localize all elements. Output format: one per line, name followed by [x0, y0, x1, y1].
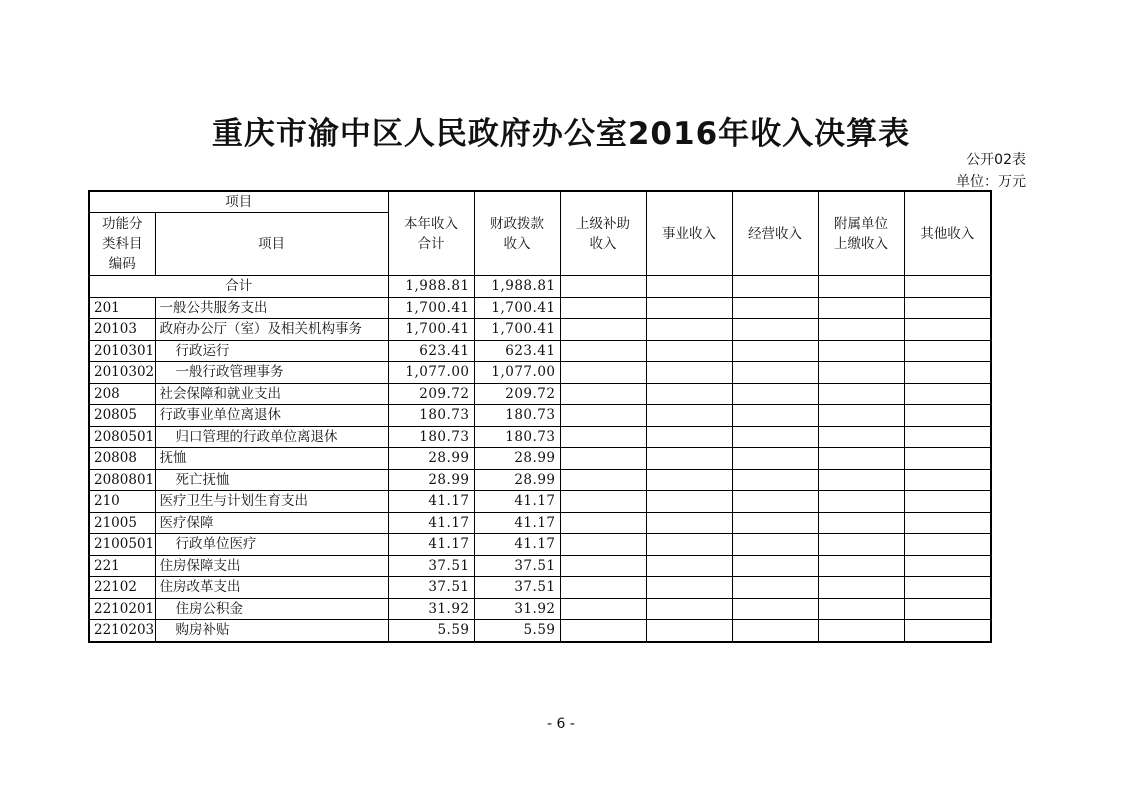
row-name: 购房补贴	[155, 620, 388, 642]
header-superior-line2: 收入	[589, 235, 617, 252]
table-row	[89, 383, 991, 405]
empty-cell	[646, 620, 732, 642]
empty-cell	[646, 598, 732, 620]
empty-cell	[646, 512, 732, 534]
empty-cell	[904, 405, 991, 427]
empty-cell	[818, 319, 904, 341]
table-row	[89, 362, 991, 384]
table-row	[89, 577, 991, 599]
empty-cell	[818, 297, 904, 319]
empty-cell	[732, 469, 818, 491]
row-code: 2080501	[89, 426, 155, 448]
row-total: 5.59	[388, 620, 474, 642]
row-code: 201	[89, 297, 155, 319]
empty-cell	[560, 620, 646, 642]
empty-cell	[646, 491, 732, 513]
row-total: 623.41	[388, 340, 474, 362]
empty-cell	[818, 405, 904, 427]
empty-cell	[646, 362, 732, 384]
empty-cell	[646, 319, 732, 341]
row-total: 37.51	[388, 555, 474, 577]
header-other: 其他收入	[904, 191, 991, 276]
total-row	[89, 276, 991, 298]
empty-cell	[904, 340, 991, 362]
empty-cell	[732, 491, 818, 513]
total-row-total: 1,988.81	[388, 276, 474, 298]
row-name: 一般行政管理事务	[155, 362, 388, 384]
row-code: 2210203	[89, 620, 155, 642]
table-row	[89, 340, 991, 362]
row-code: 2100501	[89, 534, 155, 556]
row-fiscal: 180.73	[474, 405, 560, 427]
empty-cell	[732, 534, 818, 556]
empty-cell	[560, 276, 646, 298]
row-fiscal: 209.72	[474, 383, 560, 405]
row-code: 20808	[89, 448, 155, 470]
empty-cell	[732, 448, 818, 470]
table-row	[89, 448, 991, 470]
empty-cell	[646, 448, 732, 470]
empty-cell	[732, 276, 818, 298]
empty-cell	[904, 276, 991, 298]
page-title: 重庆市渝中区人民政府办公室2016年收入决算表	[211, 116, 911, 152]
header-affiliate	[818, 191, 904, 276]
header-superior-line1: 上级补助	[576, 215, 630, 232]
table-row	[89, 534, 991, 556]
row-name: 住房保障支出	[155, 555, 388, 577]
empty-cell	[560, 340, 646, 362]
total-row-fiscal: 1,988.81	[474, 276, 560, 298]
table-row	[89, 620, 991, 642]
row-fiscal: 1,700.41	[474, 319, 560, 341]
empty-cell	[732, 555, 818, 577]
empty-cell	[818, 469, 904, 491]
empty-cell	[560, 469, 646, 491]
row-fiscal: 5.59	[474, 620, 560, 642]
empty-cell	[818, 448, 904, 470]
row-code: 2080801	[89, 469, 155, 491]
empty-cell	[818, 598, 904, 620]
row-name: 抚恤	[155, 448, 388, 470]
row-total: 37.51	[388, 577, 474, 599]
row-name: 医疗保障	[155, 512, 388, 534]
empty-cell	[818, 491, 904, 513]
header-superior	[560, 191, 646, 276]
empty-cell	[904, 362, 991, 384]
empty-cell	[818, 362, 904, 384]
header-fiscal-line1: 财政拨款	[490, 215, 544, 232]
empty-cell	[818, 620, 904, 642]
row-name: 行政运行	[155, 340, 388, 362]
empty-cell	[904, 534, 991, 556]
row-total: 41.17	[388, 491, 474, 513]
table-row	[89, 426, 991, 448]
empty-cell	[646, 426, 732, 448]
header-code-line1: 功能分	[102, 216, 143, 232]
empty-cell	[732, 620, 818, 642]
row-fiscal: 37.51	[474, 555, 560, 577]
empty-cell	[904, 598, 991, 620]
row-total: 180.73	[388, 426, 474, 448]
empty-cell	[904, 319, 991, 341]
table-row	[89, 555, 991, 577]
row-name: 行政单位医疗	[155, 534, 388, 556]
empty-cell	[646, 405, 732, 427]
row-fiscal: 31.92	[474, 598, 560, 620]
empty-cell	[560, 555, 646, 577]
row-fiscal: 41.17	[474, 491, 560, 513]
row-total: 41.17	[388, 512, 474, 534]
empty-cell	[560, 491, 646, 513]
empty-cell	[646, 276, 732, 298]
table-row	[89, 405, 991, 427]
empty-cell	[904, 469, 991, 491]
row-fiscal: 1,700.41	[474, 297, 560, 319]
header-operation: 经营收入	[732, 191, 818, 276]
empty-cell	[560, 297, 646, 319]
table-row	[89, 512, 991, 534]
row-total: 28.99	[388, 469, 474, 491]
row-code: 22102	[89, 577, 155, 599]
row-code: 210	[89, 491, 155, 513]
empty-cell	[560, 362, 646, 384]
empty-cell	[818, 426, 904, 448]
row-fiscal: 28.99	[474, 448, 560, 470]
row-code: 2010302	[89, 362, 155, 384]
income-settlement-table	[88, 190, 992, 643]
empty-cell	[732, 512, 818, 534]
row-total: 1,700.41	[388, 297, 474, 319]
header-total-line2: 合计	[417, 235, 445, 252]
header-name: 项目	[155, 213, 388, 276]
empty-cell	[646, 577, 732, 599]
empty-cell	[904, 555, 991, 577]
empty-cell	[560, 319, 646, 341]
row-total: 41.17	[388, 534, 474, 556]
unit-label: 单位：万元	[956, 174, 1026, 190]
header-code-line3: 编码	[108, 256, 136, 272]
row-code: 2210201	[89, 598, 155, 620]
empty-cell	[904, 448, 991, 470]
row-name: 社会保障和就业支出	[155, 383, 388, 405]
empty-cell	[646, 340, 732, 362]
empty-cell	[732, 362, 818, 384]
row-code: 21005	[89, 512, 155, 534]
row-name: 政府办公厅（室）及相关机构事务	[155, 319, 388, 341]
empty-cell	[818, 577, 904, 599]
empty-cell	[560, 598, 646, 620]
row-name: 住房改革支出	[155, 577, 388, 599]
empty-cell	[560, 426, 646, 448]
empty-cell	[560, 534, 646, 556]
empty-cell	[560, 405, 646, 427]
row-name: 死亡抚恤	[155, 469, 388, 491]
header-total	[388, 191, 474, 276]
empty-cell	[560, 383, 646, 405]
table-row	[89, 319, 991, 341]
empty-cell	[646, 297, 732, 319]
form-number: 公开02表	[966, 152, 1026, 168]
empty-cell	[646, 469, 732, 491]
header-total-line1: 本年收入	[404, 215, 458, 232]
header-affiliate-line1: 附属单位	[834, 215, 888, 232]
header-item-group: 项目	[89, 191, 388, 213]
empty-cell	[732, 340, 818, 362]
row-total: 209.72	[388, 383, 474, 405]
table-row	[89, 297, 991, 319]
row-code: 208	[89, 383, 155, 405]
row-total: 31.92	[388, 598, 474, 620]
empty-cell	[732, 598, 818, 620]
row-name: 归口管理的行政单位离退休	[155, 426, 388, 448]
header-fiscal	[474, 191, 560, 276]
empty-cell	[818, 534, 904, 556]
row-total: 28.99	[388, 448, 474, 470]
empty-cell	[732, 426, 818, 448]
empty-cell	[904, 620, 991, 642]
empty-cell	[646, 534, 732, 556]
empty-cell	[560, 577, 646, 599]
header-business: 事业收入	[646, 191, 732, 276]
empty-cell	[732, 405, 818, 427]
row-total: 180.73	[388, 405, 474, 427]
row-name: 行政事业单位离退休	[155, 405, 388, 427]
empty-cell	[904, 426, 991, 448]
empty-cell	[732, 319, 818, 341]
header-code	[89, 213, 155, 276]
empty-cell	[818, 383, 904, 405]
empty-cell	[904, 577, 991, 599]
row-name: 住房公积金	[155, 598, 388, 620]
empty-cell	[732, 297, 818, 319]
row-code: 20805	[89, 405, 155, 427]
empty-cell	[818, 555, 904, 577]
row-fiscal: 1,077.00	[474, 362, 560, 384]
empty-cell	[904, 383, 991, 405]
row-fiscal: 623.41	[474, 340, 560, 362]
table-row	[89, 491, 991, 513]
header-code-line2: 类科目	[102, 236, 143, 252]
row-name: 一般公共服务支出	[155, 297, 388, 319]
empty-cell	[560, 512, 646, 534]
empty-cell	[732, 577, 818, 599]
row-code: 221	[89, 555, 155, 577]
total-label: 合计	[89, 276, 388, 298]
row-total: 1,700.41	[388, 319, 474, 341]
empty-cell	[818, 276, 904, 298]
row-total: 1,077.00	[388, 362, 474, 384]
row-fiscal: 41.17	[474, 534, 560, 556]
empty-cell	[560, 448, 646, 470]
row-code: 2010301	[89, 340, 155, 362]
header-fiscal-line2: 收入	[503, 235, 531, 252]
row-code: 20103	[89, 319, 155, 341]
empty-cell	[646, 555, 732, 577]
table-row	[89, 598, 991, 620]
empty-cell	[904, 297, 991, 319]
empty-cell	[818, 340, 904, 362]
row-fiscal: 180.73	[474, 426, 560, 448]
empty-cell	[904, 491, 991, 513]
row-fiscal: 28.99	[474, 469, 560, 491]
table-row	[89, 469, 991, 491]
empty-cell	[646, 383, 732, 405]
empty-cell	[732, 383, 818, 405]
empty-cell	[818, 512, 904, 534]
page-number: - 6 -	[547, 716, 575, 732]
row-name: 医疗卫生与计划生育支出	[155, 491, 388, 513]
header-affiliate-line2: 上缴收入	[834, 235, 888, 252]
row-fiscal: 41.17	[474, 512, 560, 534]
empty-cell	[904, 512, 991, 534]
row-fiscal: 37.51	[474, 577, 560, 599]
